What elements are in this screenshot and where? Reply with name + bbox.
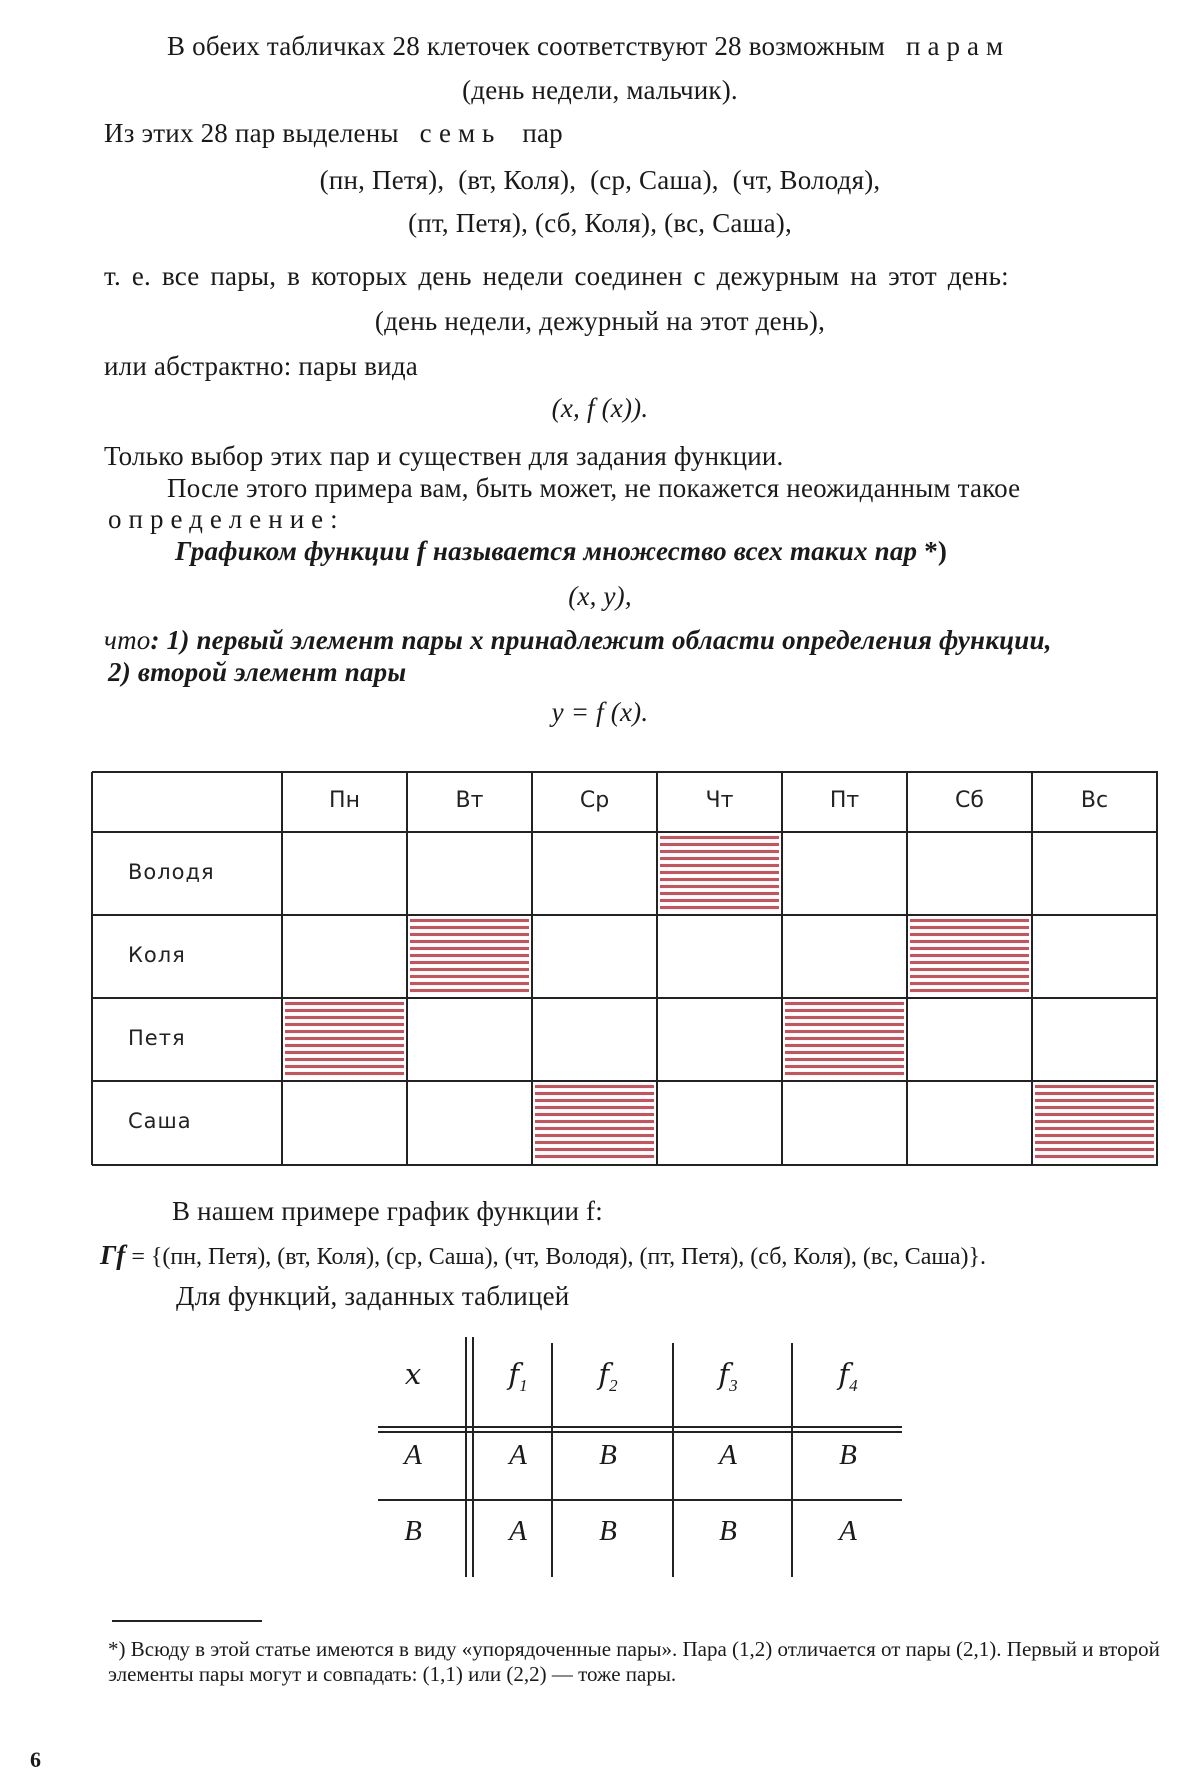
footnote: *) Всюду в этой статье имеются в виду «упорядоченные пары». Пара (1,2) отличается от пары (2,1). Первый и второй элементы пары могут и совпадать: (1,1) или (2,2) — тоже пары.	[108, 1637, 1160, 1686]
day-header-1: Пн	[329, 788, 360, 813]
ftab-header-subscript: 1	[519, 1375, 528, 1395]
duty-cell	[1035, 1085, 1154, 1159]
graph-label: Γf	[100, 1240, 126, 1270]
function-table	[378, 1337, 902, 1577]
day-header-5: Пт	[829, 788, 860, 813]
ftab-cell: A	[839, 1515, 857, 1547]
ftab-cell: B	[599, 1515, 617, 1547]
day-header-2: Вт	[455, 788, 484, 813]
p2-lead: Из этих 28 пар выделены	[104, 118, 399, 148]
definition-that: что	[104, 625, 151, 655]
definition-text: Графиком функции f называется множество всех таких пар	[175, 536, 918, 566]
ftab-cell: A	[719, 1439, 737, 1471]
day-header-4: Чт	[705, 788, 734, 813]
duty-cell	[410, 919, 529, 992]
graph-definition	[100, 1240, 986, 1272]
ftab-header-1	[478, 1357, 558, 1396]
ftab-cell: A	[509, 1439, 527, 1471]
ftab-header-symbol: f	[508, 1357, 520, 1391]
ftab-header-0	[373, 1357, 453, 1392]
example-intro: В нашем примере график функции f:	[172, 1196, 603, 1226]
definition-xy: (x, y),	[568, 581, 632, 611]
ftab-header-2	[568, 1357, 648, 1396]
paragraph-4: или абстрактно: пары вида	[104, 351, 418, 381]
definition-line-1	[175, 535, 947, 567]
ftab-cell: B	[719, 1515, 737, 1547]
p1-spaced-word: парам	[906, 31, 1011, 61]
ftab-vline	[465, 1337, 467, 1577]
duty-cell	[285, 1002, 404, 1075]
duty-cell	[910, 919, 1029, 992]
ftab-header-symbol: f	[718, 1357, 730, 1391]
duty-cell	[535, 1085, 654, 1159]
ftab-header-subscript: 3	[729, 1375, 738, 1395]
graph-set: = {(пн, Петя), (вт, Коля), (ср, Саша), (чт, Володя), (пт, Петя), (сб, Коля), (вс, Саша)}.	[131, 1244, 987, 1270]
ftab-cell: B	[404, 1515, 422, 1547]
p2-tail: пар	[522, 118, 563, 148]
p1-line-2: (день недели, мальчик).	[462, 75, 738, 105]
grid-hline	[92, 997, 1158, 999]
grid-hline	[92, 1164, 1158, 1166]
ftab-header-symbol: x	[404, 1357, 422, 1391]
ftab-header-subscript: 4	[849, 1375, 858, 1395]
boy-label-1: Володя	[128, 860, 215, 884]
definition-word: определение:	[108, 504, 345, 534]
paragraph-5: Только выбор этих пар и существен для задания функции.	[104, 441, 784, 471]
duty-cell	[660, 836, 779, 909]
day-header-7: Вс	[1080, 788, 1109, 813]
grid-hline	[92, 1080, 1158, 1082]
ftab-hline	[378, 1499, 902, 1501]
p2-spaced-word: семь	[419, 118, 502, 148]
paragraph-2	[104, 117, 563, 149]
ftab-cell: B	[599, 1439, 617, 1471]
ftab-vline	[672, 1343, 674, 1577]
ftab-header-subscript: 2	[609, 1375, 618, 1395]
paragraph-1-line-1	[167, 30, 1010, 62]
definition-condition-1: : 1) первый элемент пары x принадлежит области определения функции,	[150, 625, 1052, 655]
paragraph-6: После этого примера вам, быть может, не покажется неожиданным такое	[167, 473, 1021, 503]
p3-centered: (день недели, дежурный на этот день),	[374, 306, 826, 336]
ftab-header-symbol: f	[838, 1357, 850, 1391]
page-number: 6	[30, 1747, 41, 1772]
boy-label-4: Саша	[128, 1109, 192, 1133]
pairs-line-2: (пт, Петя), (сб, Коля), (вс, Саша),	[408, 208, 792, 238]
definition-formula: y = f (x).	[551, 697, 649, 727]
ftab-cell: A	[404, 1439, 422, 1471]
paragraph-3: т. е. все пары, в которых день недели соединен с дежурным на этот день:	[104, 261, 1009, 291]
ftab-vline	[791, 1343, 793, 1577]
p1-text: В обеих табличках 28 клеточек соответствуют 28 возможным	[167, 31, 886, 61]
ftab-header-4	[808, 1357, 888, 1396]
pairs-line-1: (пн, Петя), (вт, Коля), (ср, Саша), (чт, Володя),	[319, 165, 881, 195]
ftab-cell: B	[839, 1439, 857, 1471]
grid-hline	[92, 831, 1158, 833]
grid-hline	[92, 914, 1158, 916]
schedule-grid	[92, 772, 1157, 1165]
formula-pair: (x, f (x)).	[551, 393, 649, 423]
ftab-cell: A	[509, 1515, 527, 1547]
footnote-marker: *)	[924, 536, 948, 566]
ftab-header-3	[688, 1357, 768, 1396]
day-header-3: Ср	[579, 788, 610, 813]
ftab-vline	[472, 1337, 474, 1577]
table-intro: Для функций, заданных таблицей	[176, 1281, 570, 1311]
day-header-6: Сб	[955, 788, 984, 813]
grid-hline	[92, 771, 1158, 773]
ftab-hline	[378, 1426, 902, 1428]
definition-line-3	[104, 624, 1052, 656]
footnote-rule	[112, 1620, 262, 1622]
duty-cell	[785, 1002, 904, 1075]
ftab-header-symbol: f	[598, 1357, 610, 1391]
boy-label-3: Петя	[128, 1026, 186, 1050]
definition-line-4: 2) второй элемент пары	[108, 657, 407, 687]
ftab-hline	[378, 1431, 902, 1433]
boy-label-2: Коля	[128, 943, 186, 967]
